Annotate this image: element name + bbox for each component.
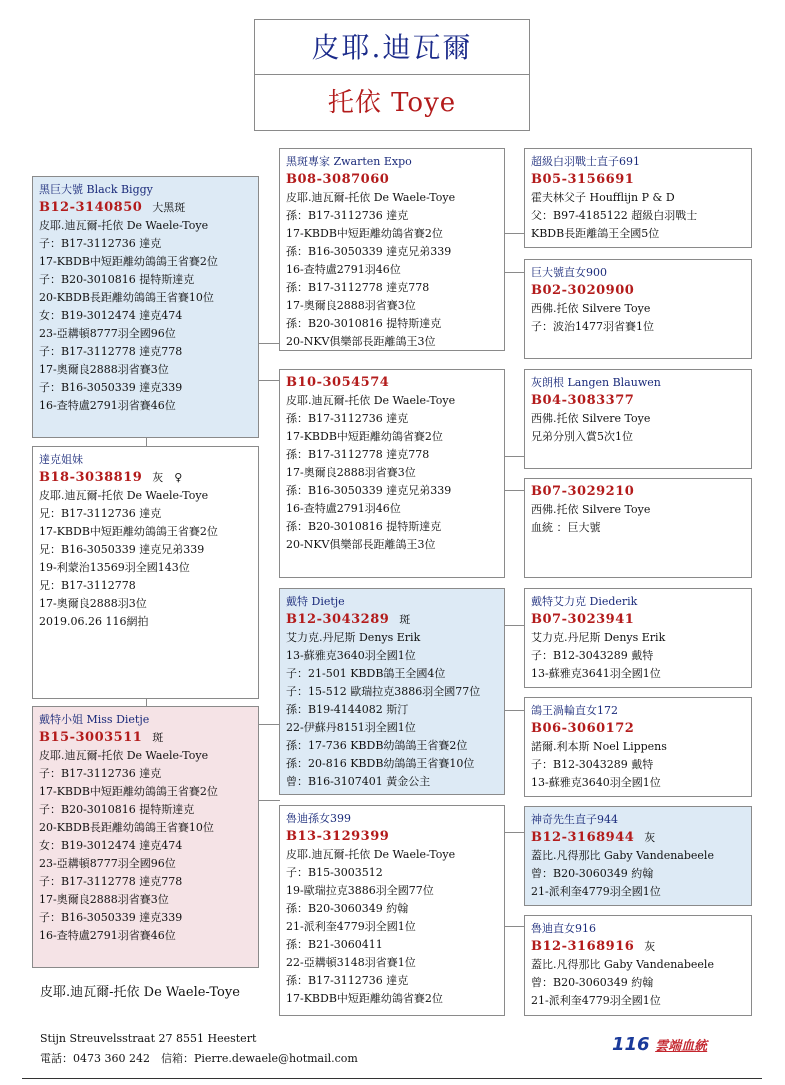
breeder-line: 蓋比.凡得那比 Gaby Vandenabeele — [531, 849, 714, 862]
connector — [504, 832, 525, 833]
record-line: 13-蘇雅克3641羽全國1位 — [531, 667, 661, 680]
record-line: 16-查特盧2791羽46位 — [286, 263, 401, 276]
record-line: 兄弟分別入賞5次1位 — [531, 430, 633, 443]
record-line: 16-查特盧2791羽省賽46位 — [39, 929, 176, 942]
record-line: 22-亞耩頓3148羽省賽1位 — [286, 956, 416, 969]
pigeon-name: 魯迪孫女399 — [286, 812, 351, 825]
record-line: 孫：B17-3112778 達克778 — [286, 448, 430, 461]
ring-number — [531, 171, 745, 189]
logo — [612, 1034, 707, 1055]
ggp-1-box — [524, 148, 752, 248]
record-line: 17-KBDB中短距離幼鴿鴿王省賽2位 — [39, 785, 218, 798]
title-subname: 托依 Toye — [254, 74, 530, 131]
record-line: 孫：B20-3010816 提特斯達克 — [286, 317, 442, 330]
record-line: 子：B12-3043289 戴特 — [531, 649, 654, 662]
ring-number — [531, 282, 745, 300]
record-line: 孫：17-736 KBDB幼鴿鴿王省賽2位 — [286, 739, 468, 752]
record-line: 血統 ：巨大號 — [531, 521, 601, 534]
grandsire-ds-box — [279, 588, 505, 795]
record-line: 孫：B16-3050339 達克兄弟339 — [286, 484, 452, 497]
record-line: 子：波治1477羽省賽1位 — [531, 320, 654, 333]
connector — [504, 272, 525, 273]
ggp-6-box — [524, 697, 752, 797]
record-line: 20-NKV俱樂部長距離鴿王3位 — [286, 538, 436, 551]
connector — [146, 437, 147, 446]
record-line: 孫：B17-3112778 達克778 — [286, 281, 430, 294]
breeder-line: 西佛.托依 Silvere Toye — [531, 412, 651, 425]
ggp-4-box — [524, 478, 752, 578]
record-line: 13-蘇雅克3640羽全國1位 — [531, 776, 661, 789]
breeder-line: 蓋比.凡得那比 Gaby Vandenabeele — [531, 958, 714, 971]
connector — [146, 698, 147, 706]
ggp-3-box — [524, 369, 752, 469]
breeder-line: 艾力克.丹尼斯 Denys Erik — [531, 631, 666, 644]
ring-number-text: B05-3156691 — [531, 172, 635, 187]
ring-number — [39, 729, 252, 747]
record-line: 19-歐瑞拉克3886羽全國77位 — [286, 884, 434, 897]
ggp-8-box — [524, 915, 752, 1016]
connector — [504, 490, 525, 491]
pigeon-name: 達克姐妹 — [39, 453, 83, 466]
ring-number — [531, 392, 745, 410]
ring-number — [39, 469, 252, 487]
color-tag: 斑 — [399, 613, 411, 626]
record-line: 20-KBDB長距離幼鴿鴿王省賽10位 — [39, 291, 214, 304]
contact-info: 電話：0473 360 242 信箱：Pierre.dewaele@hotmail.com — [40, 1052, 358, 1065]
breeder-line: 諾爾.利本斯 Noel Lippens — [531, 740, 667, 753]
record-line: 孫：B16-3050339 達克兄弟339 — [286, 245, 452, 258]
logo-number: 116 — [612, 1034, 650, 1055]
ring-number — [286, 374, 498, 392]
record-line: 孫：B21-3060411 — [286, 938, 383, 951]
breeder-line: 霍夫林父子 Houfflijn P & D — [531, 191, 675, 204]
breeder-line: 皮耶.迪瓦爾-托依 De Waele-Toye — [286, 394, 456, 407]
ring-number — [531, 483, 745, 501]
ring-number — [531, 829, 745, 847]
record-line: 兄：B17-3112736 達克 — [39, 507, 162, 520]
breeder-name: 皮耶.迪瓦爾-托依 De Waele-Toye — [40, 985, 240, 1000]
record-line: KBDB長距離鴿王全國5位 — [531, 227, 660, 240]
record-line: 21-派利奎4779羽全國1位 — [531, 994, 661, 1007]
ring-number-text: B12-3140850 — [39, 200, 143, 215]
pigeon-name: 超級白羽戰士直子691 — [531, 155, 640, 168]
ring-number-text: B12-3168944 — [531, 830, 635, 845]
record-line: 17-KBDB中短距離幼鴿省賽2位 — [286, 227, 443, 240]
ggp-2-box — [524, 259, 752, 359]
record-line: 17-奧爾良2888羽省賽3位 — [286, 466, 416, 479]
ring-number — [531, 611, 745, 629]
breeder-line: 皮耶.迪瓦爾-托依 De Waele-Toye — [286, 191, 456, 204]
record-line: 13-蘇雅克3640羽全國1位 — [286, 649, 416, 662]
ggp-5-box — [524, 588, 752, 688]
granddam-sd-box — [279, 369, 505, 578]
ggp-7-box — [524, 806, 752, 906]
record-line: 孫：B20-3010816 提特斯達克 — [286, 520, 442, 533]
record-line: 21-派利奎4779羽全國1位 — [286, 920, 416, 933]
bottom-rule — [22, 1078, 762, 1079]
record-line: 女：B19-3012474 達克474 — [39, 309, 183, 322]
record-line: 17-KBDB中短距離幼鴿鴿王省賽2位 — [39, 525, 218, 538]
logo-text: 雲端血統 — [655, 1039, 708, 1054]
record-line: 子：B16-3050339 達克339 — [39, 911, 183, 924]
connector — [504, 233, 525, 234]
breeder-line: 皮耶.迪瓦爾-托依 De Waele-Toye — [39, 489, 209, 502]
pigeon-name: 黑斑專家 Zwarten Expo — [286, 155, 412, 168]
color-tag: 灰 — [644, 940, 656, 953]
record-line: 17-KBDB中短距離幼鴿鴿王省賽2位 — [39, 255, 218, 268]
record-line: 子：B17-3112778 達克778 — [39, 345, 183, 358]
record-line: 曾：B16-3107401 黃金公主 — [286, 775, 431, 788]
ring-number — [286, 171, 498, 189]
pigeon-name: 戴特 Dietje — [286, 595, 345, 608]
dam-sire-side-box — [32, 446, 259, 699]
record-line: 17-奧爾良2888羽省賽3位 — [39, 363, 169, 376]
connector — [258, 380, 280, 381]
record-line: 子：B15-3003512 — [286, 866, 383, 879]
record-line: 17-奧爾良2888羽省賽3位 — [39, 893, 169, 906]
granddam-dd-box — [279, 805, 505, 1016]
record-line: 20-NKV俱樂部長距離鴿王3位 — [286, 335, 436, 348]
ring-number-text: B06-3060172 — [531, 721, 635, 736]
record-line: 孫：B17-3112736 達克 — [286, 974, 409, 987]
record-line: 孫：B17-3112736 達克 — [286, 209, 409, 222]
record-line: 2019.06.26 116網拍 — [39, 615, 149, 628]
record-line: 曾：B20-3060349 約翰 — [531, 867, 654, 880]
ring-number-text: B18-3038819 — [39, 470, 143, 485]
record-line: 子：B12-3043289 戴特 — [531, 758, 654, 771]
breeder-line: 西佛.托依 Silvere Toye — [531, 503, 651, 516]
pigeon-name: 魯迪直女916 — [531, 922, 596, 935]
record-line: 20-KBDB長距離幼鴿鴿王省賽10位 — [39, 821, 214, 834]
ring-number-text: B07-3023941 — [531, 612, 635, 627]
record-line: 16-查特盧2791羽省賽46位 — [39, 399, 176, 412]
ring-number — [531, 720, 745, 738]
record-line: 子：B16-3050339 達克339 — [39, 381, 183, 394]
record-line: 16-查特盧2791羽46位 — [286, 502, 401, 515]
address: Stijn Streuvelsstraat 27 8551 Heestert — [40, 1032, 257, 1045]
pigeon-name: 神奇先生直子944 — [531, 813, 618, 826]
connector — [504, 926, 525, 927]
breeder-line: 皮耶.迪瓦爾-托依 De Waele-Toye — [39, 219, 209, 232]
record-line: 17-奧爾良2888羽3位 — [39, 597, 147, 610]
ring-number-text: B02-3020900 — [531, 283, 635, 298]
ring-number-text: B10-3054574 — [286, 375, 390, 390]
record-line: 23-亞耩頓8777羽全國96位 — [39, 327, 176, 340]
connector — [258, 800, 280, 801]
ring-number — [286, 611, 498, 629]
color-tag: 斑 — [152, 731, 164, 744]
connector — [258, 724, 280, 725]
record-line: 子：21-501 KBDB鴿王全國4位 — [286, 667, 446, 680]
breeder-line: 艾力克.丹尼斯 Denys Erik — [286, 631, 421, 644]
connector — [258, 343, 280, 344]
ring-number-text: B04-3083377 — [531, 393, 635, 408]
breeder-line: 西佛.托依 Silvere Toye — [531, 302, 651, 315]
record-line: 孫：20-816 KBDB幼鴿鴿王省賽10位 — [286, 757, 475, 770]
ring-number-text: B15-3003511 — [39, 730, 143, 745]
record-line: 兄：B16-3050339 達克兄弟339 — [39, 543, 205, 556]
connector — [504, 625, 525, 626]
color-tag: 灰 — [644, 831, 656, 844]
ring-number — [531, 938, 745, 956]
record-line: 父：B97-4185122 超級白羽戰士 — [531, 209, 698, 222]
record-line: 兄：B17-3112778 — [39, 579, 136, 592]
record-line: 17-奧爾良2888羽省賽3位 — [286, 299, 416, 312]
ring-number — [286, 828, 498, 846]
record-line: 子：B17-3112736 達克 — [39, 237, 162, 250]
pigeon-name: 灰朗根 Langen Blauwen — [531, 376, 661, 389]
pigeon-name: 戴特艾力克 Diederik — [531, 595, 638, 608]
ring-number — [39, 199, 252, 217]
ring-number-text: B13-3129399 — [286, 829, 390, 844]
pigeon-name: 黑巨大號 Black Biggy — [39, 183, 153, 196]
record-line: 子：B17-3112736 達克 — [39, 767, 162, 780]
record-line: 子：B17-3112778 達克778 — [39, 875, 183, 888]
ring-number-text: B12-3043289 — [286, 612, 390, 627]
pigeon-name: 戴特小姐 Miss Dietje — [39, 713, 150, 726]
record-line: 女：B19-3012474 達克474 — [39, 839, 183, 852]
breeder-line: 皮耶.迪瓦爾-托依 De Waele-Toye — [39, 749, 209, 762]
record-line: 19-利蒙治13569羽全國143位 — [39, 561, 190, 574]
record-line: 17-KBDB中短距離幼鴿省賽2位 — [286, 430, 443, 443]
record-line: 21-派利奎4779羽全國1位 — [531, 885, 661, 898]
ring-number-text: B08-3087060 — [286, 172, 390, 187]
connector — [504, 710, 525, 711]
record-line: 子：15-512 歐瑞拉克3886羽全國77位 — [286, 685, 481, 698]
ring-number-text: B07-3029210 — [531, 484, 635, 499]
connector — [504, 456, 525, 457]
record-line: 孫：B20-3060349 約翰 — [286, 902, 409, 915]
record-line: 23-亞耩頓8777羽全國96位 — [39, 857, 176, 870]
sire-box — [32, 176, 259, 438]
record-line: 子：B20-3010816 提特斯達克 — [39, 803, 195, 816]
color-tag: 灰 ♀ — [152, 471, 183, 484]
dam-box — [32, 706, 259, 968]
grandsire-ss-box — [279, 148, 505, 351]
record-line: 22-伊蘇丹8151羽全國1位 — [286, 721, 416, 734]
breeder-line: 皮耶.迪瓦爾-托依 De Waele-Toye — [286, 848, 456, 861]
record-line: 孫：B19-4144082 斯汀 — [286, 703, 409, 716]
pigeon-name: 巨大號直女900 — [531, 266, 607, 279]
pigeon-name: 鴿王渦輪直女172 — [531, 704, 618, 717]
record-line: 子：B20-3010816 提特斯達克 — [39, 273, 195, 286]
record-line: 17-KBDB中短距離幼鴿省賽2位 — [286, 992, 443, 1005]
title-name: 皮耶.迪瓦爾 — [254, 19, 530, 75]
record-line: 孫：B17-3112736 達克 — [286, 412, 409, 425]
color-tag: 大黑斑 — [152, 201, 186, 214]
record-line: 曾：B20-3060349 約翰 — [531, 976, 654, 989]
ring-number-text: B12-3168916 — [531, 939, 635, 954]
